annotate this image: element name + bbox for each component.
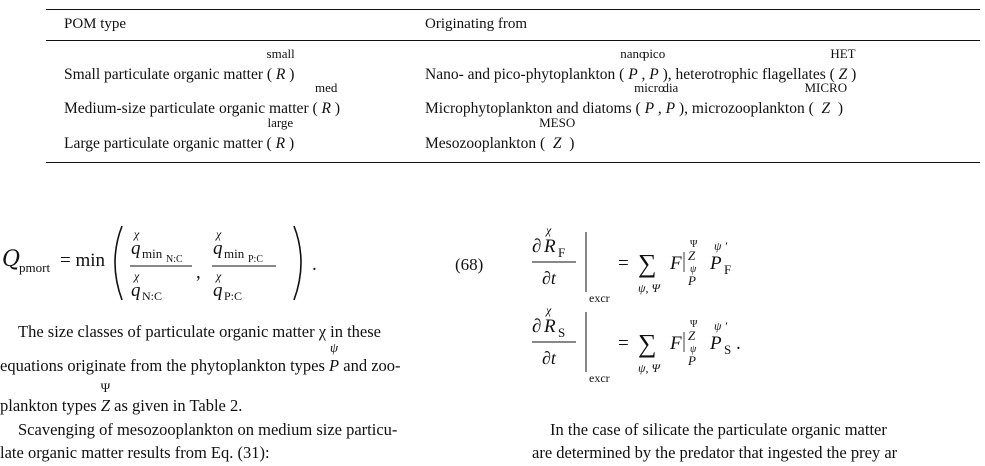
- p-micro-symbol: micro P: [634, 80, 665, 117]
- pom-type-text: Large particulate organic matter (: [64, 135, 272, 152]
- period: .: [312, 254, 317, 275]
- chi-top: χ: [134, 269, 140, 283]
- paragraph-2-line-1: Scavenging of mesozooplankton on medium size particu-: [18, 420, 398, 439]
- chi-top: χ: [546, 223, 552, 237]
- q-den: q: [131, 280, 141, 301]
- min-sub: min: [224, 246, 245, 261]
- z-label: Z: [688, 248, 696, 263]
- z-het-symbol: HET Z: [830, 46, 856, 83]
- psi-lower: ψ: [690, 344, 697, 355]
- q-den: q: [213, 280, 223, 301]
- table-top-rule: [46, 9, 980, 10]
- f-subscript: F: [558, 245, 566, 260]
- r-large-symbol: large R: [267, 115, 294, 152]
- psi-upper: Ψ: [690, 239, 698, 250]
- q-num: q: [213, 238, 223, 259]
- nc-sub: N:C: [142, 289, 163, 303]
- sum-symbol: ∑: [638, 329, 657, 358]
- p-label: P: [688, 353, 696, 368]
- equals-min: = min: [60, 250, 106, 271]
- sum-index: ψ, Ψ: [638, 361, 660, 375]
- chi-top: χ: [546, 303, 552, 317]
- table-row-medium-origin: Microphytoplankton and diatoms ( micro P , dia P ), microzooplankton ( MICRO Z ): [425, 80, 848, 117]
- r-med-symbol: med R: [315, 80, 338, 117]
- r-symbol: R: [544, 316, 556, 337]
- paragraph-3-line-2: are determined by the predator that ingested the prey ar: [532, 443, 898, 462]
- equation-68: [0, 218, 520, 308]
- p-pico-symbol: pico P: [642, 46, 666, 83]
- paren-close: ): [289, 66, 295, 83]
- pmort-subscript: pmort: [19, 260, 51, 275]
- right-paren: [294, 226, 301, 300]
- table-row-large-origin: Mesozooplankton ( MESO Z ): [425, 115, 576, 152]
- origin-text: Nano- and pico-phytoplankton (: [425, 66, 625, 83]
- psi-prime: ψ ′: [714, 319, 728, 333]
- psi-upper: Ψ: [690, 319, 698, 330]
- s-subscript: S: [558, 325, 566, 340]
- origin-text-2: ), heterotrophic flagellates (: [662, 66, 835, 83]
- partial-symbol: ∂: [532, 236, 542, 257]
- table-header-rule: [46, 40, 980, 41]
- psi-prime: ψ ′: [714, 239, 728, 253]
- chi-top: χ: [216, 269, 222, 283]
- table-header-originating-from: Originating from: [425, 16, 528, 32]
- paragraph-2-line-2: late organic matter results from Eq. (31):: [0, 443, 270, 462]
- equals: =: [618, 333, 629, 354]
- q-symbol: Q: [2, 247, 21, 272]
- paragraph-1-line-1: The size classes of particulate organic matter χ in these: [18, 322, 381, 341]
- paragraph-1-line-2: equations originate from the phytoplankton types ψ P and zoo-: [0, 340, 401, 375]
- p-label: P: [688, 273, 696, 288]
- z-meso-symbol: MESO Z: [539, 115, 576, 152]
- p-symbol: P: [710, 253, 722, 274]
- pom-type-text: Small particulate organic matter (: [64, 66, 273, 83]
- left-paren: [115, 226, 122, 300]
- r-small-symbol: small R: [266, 46, 295, 83]
- comma: ,: [196, 262, 201, 283]
- min-sub: min: [142, 246, 163, 261]
- p-symbol: P: [710, 333, 722, 354]
- table-row-medium: Medium-size particulate organic matter ( med R ): [64, 80, 341, 117]
- psi-lower: ψ: [690, 264, 697, 275]
- z-label: Z: [688, 328, 696, 343]
- period: .: [736, 333, 741, 354]
- table-row-small: [64, 46, 295, 84]
- paragraph-3-line-1: In the case of silicate the particulate organic matter: [550, 420, 887, 439]
- z-psi-symbol: Ψ Z: [100, 380, 111, 415]
- f-symbol: F: [670, 253, 682, 274]
- table-header-pom-type: POM type: [64, 16, 127, 32]
- sum-symbol: ∑: [638, 249, 657, 278]
- table-row-small-origin: Nano- and pico-phytoplankton ( nano P , pico P ), heterotrophic flagellates ( HET Z ): [425, 46, 857, 83]
- q-num: q: [131, 238, 141, 259]
- equals: =: [618, 253, 629, 274]
- pom-type-text: Medium-size particulate organic matter (: [64, 100, 318, 117]
- p-nano-symbol: nano P: [620, 46, 646, 83]
- r-symbol: R: [544, 236, 556, 257]
- dt: ∂t: [542, 268, 556, 288]
- r-small-label: small: [266, 46, 295, 61]
- dt: ∂t: [542, 348, 556, 368]
- chi-top: χ: [134, 227, 140, 241]
- nc-subsub: N:C: [166, 254, 183, 265]
- paragraph-1-line-3: plankton types Ψ Z as given in Table 2.: [0, 380, 243, 415]
- equation-number: (68): [455, 255, 484, 274]
- z-micro-symbol: MICRO Z: [804, 80, 848, 117]
- partial-symbol: ∂: [532, 316, 542, 337]
- chi-top: χ: [216, 227, 222, 241]
- table-bottom-rule: [46, 162, 980, 163]
- pc-sub: P:C: [224, 289, 243, 303]
- p-dia-symbol: dia P: [662, 80, 679, 117]
- pc-subsub: P:C: [248, 254, 264, 265]
- sum-index: ψ, Ψ: [638, 281, 660, 295]
- p-psi-symbol: ψ P: [329, 340, 340, 375]
- excr-label: excr: [589, 291, 610, 305]
- f-symbol: F: [670, 333, 682, 354]
- excr-label: excr: [589, 371, 610, 385]
- f-subscript: F: [724, 262, 732, 277]
- s-subscript: S: [724, 342, 732, 357]
- table-row-large: Large particulate organic matter ( large R ): [64, 115, 295, 152]
- excretion-equations: [530, 222, 985, 387]
